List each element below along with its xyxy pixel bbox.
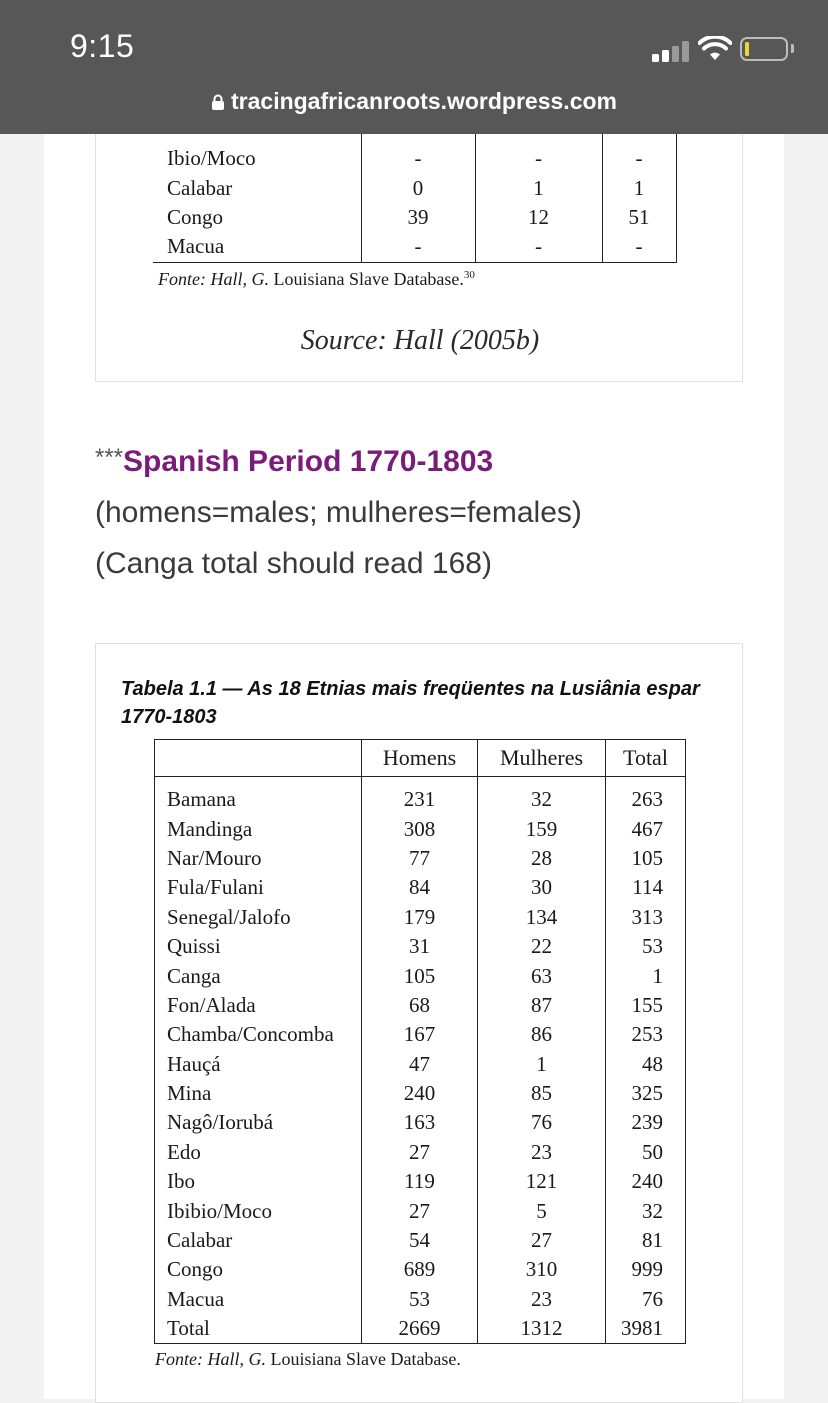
table-cell-homens: 68 [362,991,478,1020]
fonte-footnote: 30 [463,269,475,281]
table-row [155,873,686,902]
table-cell-total: 155 [606,991,686,1020]
table-cell-total: 81 [606,1226,686,1255]
address-bar[interactable] [0,88,828,115]
table-cell-name: Macua [153,232,361,262]
browser-status-bar [0,0,828,134]
table-row [155,1255,686,1284]
table-cell-homens: 163 [362,1108,478,1137]
status-time: 9:15 [70,28,135,64]
table-cell-mulheres: 76 [478,1108,606,1137]
table-cell-name: Ibo [155,1167,362,1196]
table-cell-total: 325 [606,1079,686,1108]
table-cell-name: Senegal/Jalofo [155,903,362,932]
table-row [153,232,676,262]
figure-1-fonte [158,269,475,290]
table-cell-name: Calabar [167,175,233,200]
fonte-label: Fonte: Hall, G. [155,1349,266,1369]
table-row [155,1050,686,1079]
table-cell-mulheres: - [475,144,602,173]
header-homens: Homens [362,740,478,777]
table-cell-name: Nar/Mouro [155,844,362,873]
table-cell-total: 48 [606,1050,686,1079]
table-cell-homens: 53 [362,1285,478,1314]
table-row [155,1138,686,1167]
table-row [153,173,676,202]
heading-stars: *** [95,444,124,471]
table-row [155,1226,686,1255]
table-cell-name: Nagô/Iorubá [155,1108,362,1137]
table-cell-total: 32 [606,1196,686,1225]
table-cell-mulheres: 30 [478,873,606,902]
figure-1 [95,110,743,382]
table-cell-homens: - [361,144,475,173]
table-cell-homens: - [361,232,475,262]
url-text: tracingafricanroots.wordpress.com [231,88,617,114]
header-ethnicity [155,740,362,777]
table-cell-mulheres: 87 [478,991,606,1020]
table-cell-homens: 27 [362,1196,478,1225]
heading-title: Spanish Period 1770-1803 [123,445,494,478]
total-row-total: 3981 [606,1314,686,1344]
table-cell-name: Fon/Alada [155,991,362,1020]
table-cell-name: Edo [155,1138,362,1167]
total-row-mulheres: 1312 [478,1314,606,1344]
table-caption-years: 1770-1803 [121,706,217,728]
section-heading [95,444,493,479]
table-row [155,903,686,932]
table-row [155,932,686,961]
table-row [155,1108,686,1137]
table-cell-total: - [602,232,676,262]
total-row-homens: 2669 [362,1314,478,1344]
table-cell-homens: 84 [362,873,478,902]
table-cell-total: 105 [606,844,686,873]
table-cell-name: Macua [155,1285,362,1314]
table-cell-mulheres: 310 [478,1255,606,1284]
table-cell-homens: 0 [361,173,475,202]
table-cell-name: Chamba/Concomba [155,1020,362,1049]
table-cell-mulheres: - [475,232,602,262]
table-cell-mulheres: 32 [478,777,606,815]
table-cell-homens: 240 [362,1079,478,1108]
table-cell-total: 263 [606,777,686,815]
wifi-icon [698,36,732,62]
ethnicity-table [154,739,686,1344]
table-cell-homens: 119 [362,1167,478,1196]
table-row [155,1167,686,1196]
table-cell-total: - [602,144,676,173]
table-row [155,1079,686,1108]
table-row [155,1285,686,1314]
table-cell-total: 76 [606,1285,686,1314]
table-cell-mulheres: 121 [478,1167,606,1196]
table-cell-homens: 689 [362,1255,478,1284]
table-row [153,144,676,173]
table-row [155,961,686,990]
table-cell-homens: 308 [362,814,478,843]
table-cell-mulheres: 159 [478,814,606,843]
table-cell-mulheres: 86 [478,1020,606,1049]
table-cell-total: 240 [606,1167,686,1196]
table-cell-homens: 39 [361,203,475,232]
table-cell-name: Canga [155,961,362,990]
table-cell-homens: 105 [362,961,478,990]
table-cell-name: Congo [167,204,224,229]
table-cell-name: Fula/Fulani [155,873,362,902]
table-cell-homens: 77 [362,844,478,873]
table-cell-homens: 31 [362,932,478,961]
lock-icon [211,94,225,110]
table-cell-name: Bamana [155,777,362,815]
battery-icon [740,37,788,61]
header-mulheres: Mulheres [478,740,606,777]
table-cell-name: Calabar [155,1226,362,1255]
figure-2-fonte [155,1349,461,1370]
table-cell-mulheres: 63 [478,961,606,990]
table-cell-name: Congo [155,1255,362,1284]
table-cell-mulheres: 23 [478,1138,606,1167]
table-total-row [155,1314,686,1344]
section-note-males-females: (homens=males; mulheres=females) [95,496,582,529]
table-cell-mulheres: 12 [475,203,602,232]
table-cell-mulheres: 134 [478,903,606,932]
table-cell-total: 114 [606,873,686,902]
table-cell-total: 1 [602,173,676,202]
table-cell-mulheres: 85 [478,1079,606,1108]
header-total: Total [606,740,686,777]
table-cell-mulheres: 23 [478,1285,606,1314]
table-cell-total: 253 [606,1020,686,1049]
table-row [155,1196,686,1225]
table-cell-name: Hauçá [155,1050,362,1079]
table-cell-total: 53 [606,932,686,961]
table-row [155,1020,686,1049]
figure-1-source: Source: Hall (2005b) [300,325,540,356]
table-cell-homens: 54 [362,1226,478,1255]
table-row [155,814,686,843]
table-cell-total: 50 [606,1138,686,1167]
fonte-label: Fonte: Hall, G. [158,269,269,289]
table-caption: Tabela 1.1 — As 18 Etnias mais freqüentes na Lusiânia espar [121,678,700,700]
table-cell-name: Mina [155,1079,362,1108]
table-cell-mulheres: 5 [478,1196,606,1225]
figure-2 [95,643,743,1403]
table-row [153,203,676,232]
table-cell-total: 313 [606,903,686,932]
total-row-label: Total [155,1314,362,1344]
table-cell-name: Ibio/Moco [167,146,256,171]
section-note-canga: (Canga total should read 168) [95,547,492,580]
table-cell-mulheres: 1 [478,1050,606,1079]
table-cell-mulheres: 22 [478,932,606,961]
cellular-signal-icon [652,40,692,62]
table-cell-mulheres: 27 [478,1226,606,1255]
table-cell-total: 239 [606,1108,686,1137]
fonte-text: Louisiana Slave Database. [273,269,464,289]
table-cell-total: 999 [606,1255,686,1284]
table-row [155,991,686,1020]
table-cell-total: 1 [606,961,686,990]
table-cell-name: Ibibio/Moco [155,1196,362,1225]
table-cell-homens: 47 [362,1050,478,1079]
table-cell-total: 51 [602,203,676,232]
table-cell-homens: 167 [362,1020,478,1049]
table-cell-name: Mandinga [155,814,362,843]
table-cell-homens: 27 [362,1138,478,1167]
table-cell-name: Quissi [155,932,362,961]
table-row [155,844,686,873]
table-cell-homens: 179 [362,903,478,932]
table-cell-mulheres: 1 [475,173,602,202]
table-cell-homens: 231 [362,777,478,815]
table-cell-total: 467 [606,814,686,843]
table-cell-mulheres: 28 [478,844,606,873]
table-header-row [155,740,686,777]
table-row [155,777,686,815]
fonte-text: Louisiana Slave Database. [270,1349,461,1369]
